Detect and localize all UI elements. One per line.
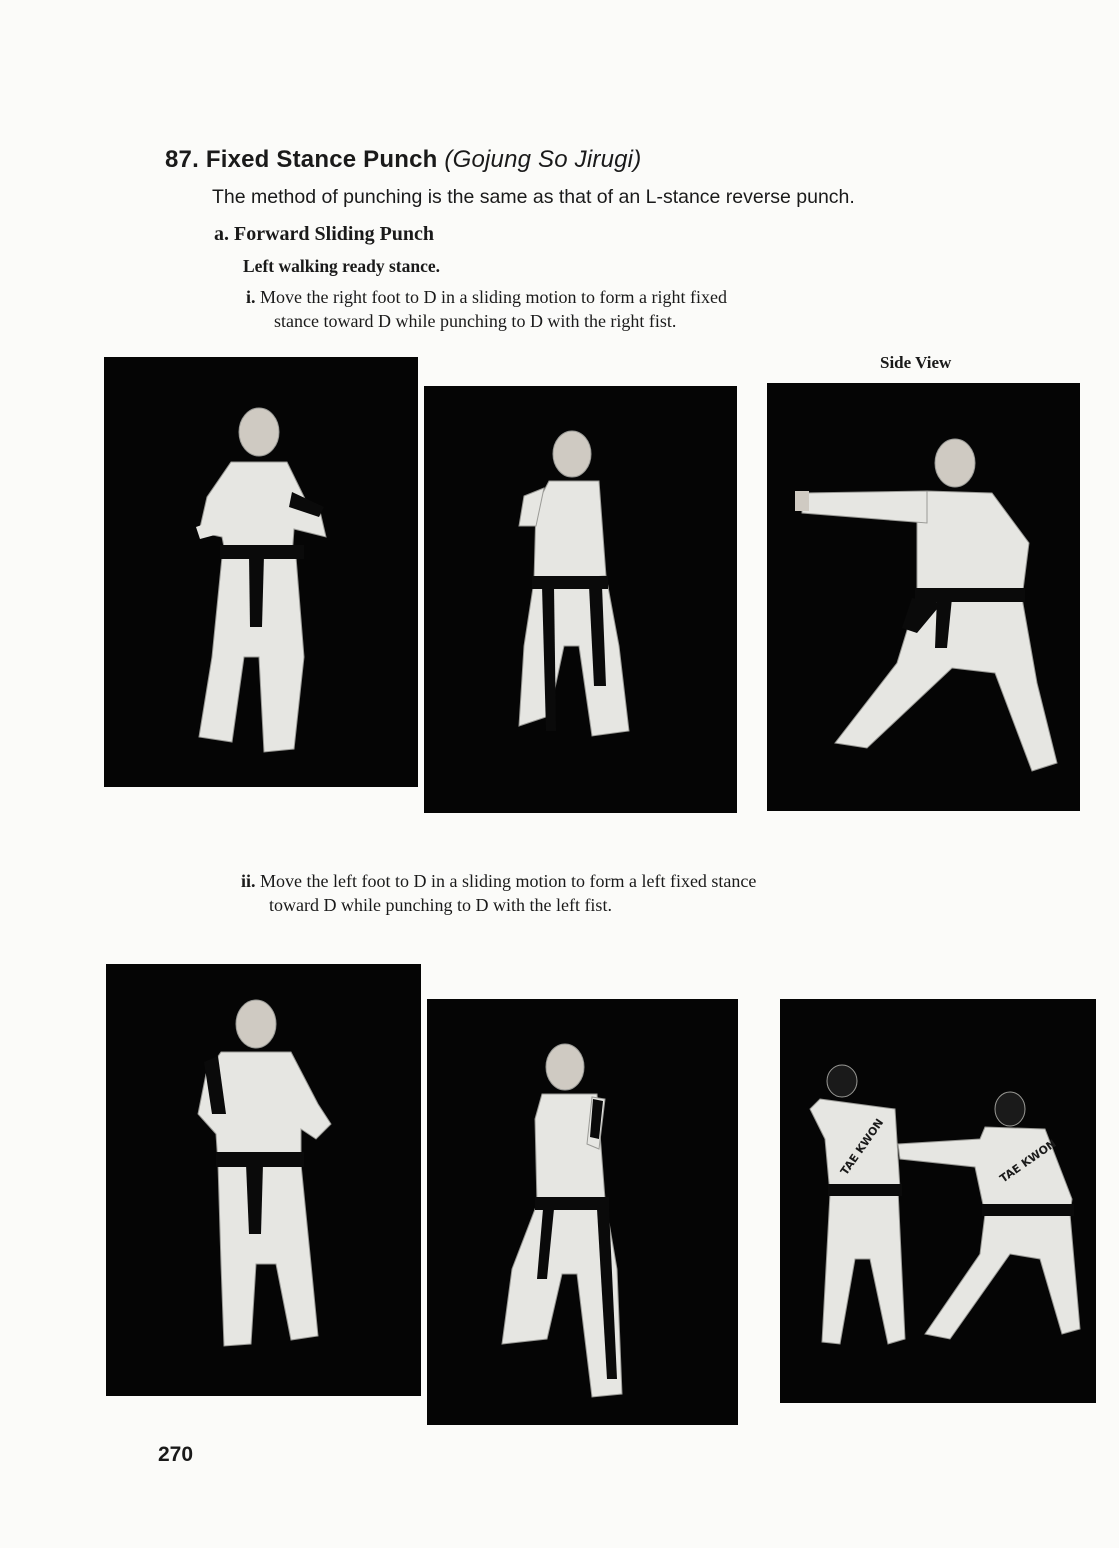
photo-two-person-rear-view bbox=[780, 999, 1096, 1403]
figure-illustration bbox=[767, 383, 1080, 811]
step-1-number: i. bbox=[246, 287, 256, 307]
intro-text: The method of punching is the same as that of an L-stance reverse punch. bbox=[212, 186, 855, 208]
step-2-number: ii. bbox=[241, 871, 256, 891]
step-1-line-1: Move the right foot to D in a sliding motion to form a right fixed bbox=[260, 287, 727, 307]
photo-fixed-stance-side bbox=[767, 383, 1080, 811]
figure-illustration bbox=[106, 964, 421, 1396]
photo-ready-stance-front bbox=[104, 357, 418, 787]
side-view-caption: Side View bbox=[880, 353, 952, 372]
photo-ready-stance-front-2 bbox=[106, 964, 421, 1396]
step-2-line-2: toward D while punching to D with the left fist. bbox=[269, 895, 612, 915]
back-lettering-left: TAE KWON bbox=[837, 1116, 887, 1178]
step-1 bbox=[246, 285, 986, 333]
subsection-title: a. Forward Sliding Punch bbox=[214, 223, 435, 245]
figure-illustration bbox=[104, 357, 418, 787]
ready-stance-text: Left walking ready stance. bbox=[243, 256, 441, 276]
heading-subtitle: (Gojung So Jirugi) bbox=[444, 146, 642, 173]
photo-fixed-stance-front-2 bbox=[427, 999, 738, 1425]
heading-title: Fixed Stance Punch bbox=[205, 146, 438, 173]
figure-illustration bbox=[780, 999, 1096, 1403]
step-1-line-2: stance toward D while punching to D with the right fist. bbox=[274, 311, 677, 331]
photo-fixed-stance-front bbox=[424, 386, 737, 813]
figure-illustration bbox=[424, 386, 737, 813]
step-2-line-1: Move the left foot to D in a sliding motion to form a left fixed stance bbox=[260, 871, 757, 891]
page-number: 270 bbox=[158, 1443, 194, 1466]
figure-illustration bbox=[427, 999, 738, 1425]
heading-number: 87. bbox=[165, 146, 199, 173]
back-lettering-right: TAE KWON bbox=[997, 1136, 1059, 1186]
step-2 bbox=[241, 869, 981, 917]
section-heading bbox=[165, 146, 641, 174]
